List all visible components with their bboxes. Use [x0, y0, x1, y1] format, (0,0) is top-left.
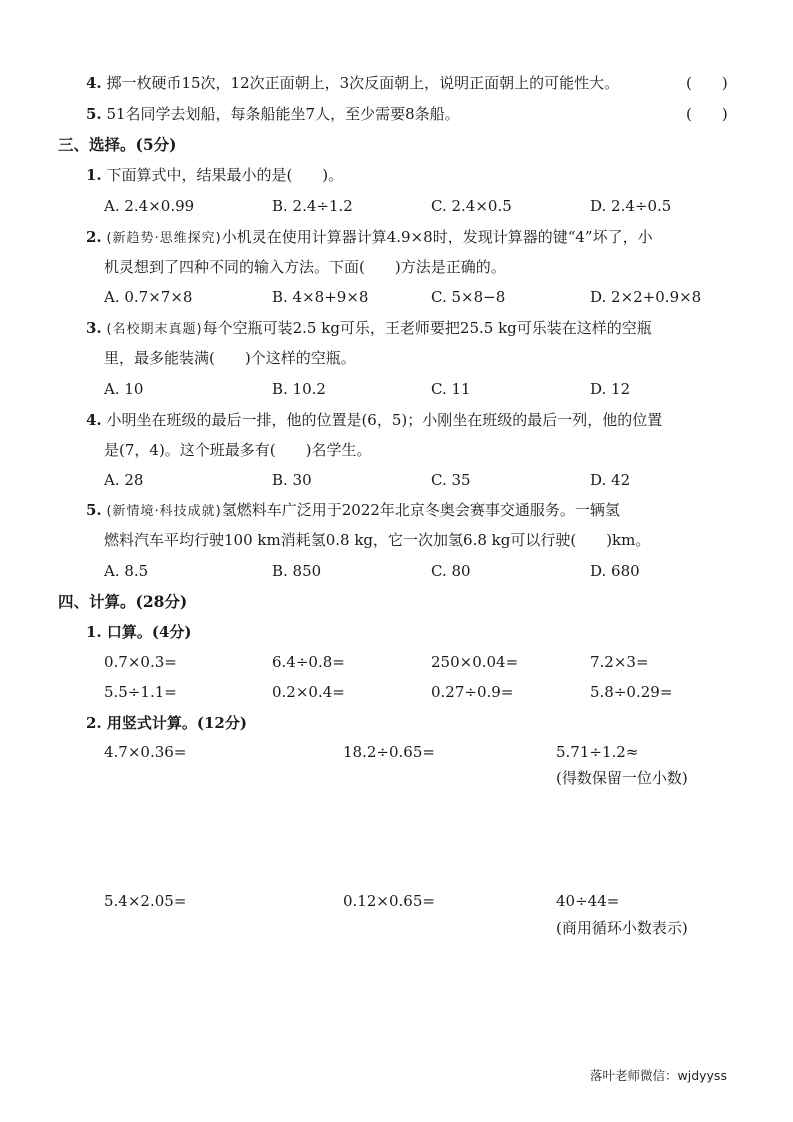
question-text: 51名同学去划船，每条船能坐7人，至少需要8条船。	[106, 105, 460, 123]
vertical-item: 5.71÷1.2≈	[556, 743, 639, 761]
question-text-cont: 机灵想到了四种不同的输入方法。下面( )方法是正确的。	[104, 258, 506, 276]
question-number: 4.	[86, 411, 102, 429]
oral-item: 7.2×3=	[590, 653, 649, 671]
option-c: C. 35	[431, 471, 471, 489]
choice-q1	[86, 165, 343, 185]
option-d: D. 680	[590, 562, 640, 580]
footer-contact: 落叶老师微信：wjdyyss	[590, 1068, 727, 1083]
question-tag: (名校期末真题)	[106, 322, 203, 337]
question-text: 掷一枚硬币15次，12次正面朝上，3次反面朝上，说明正面朝上的可能性大。	[106, 74, 620, 92]
question-text-cont: 里，最多能装满( )个这样的空瓶。	[104, 349, 356, 367]
question-text: 小明坐在班级的最后一排，他的位置是(6，5)；小刚坐在班级的最后一列，他的位置	[106, 411, 663, 429]
option-a: A. 10	[104, 380, 144, 398]
section-title: 三、选择。(5分)	[58, 135, 177, 154]
question-number: 5.	[86, 105, 102, 123]
question-tag: (新情境·科技成就)	[106, 504, 222, 519]
option-b: B. 30	[272, 471, 312, 489]
vertical-item: 4.7×0.36=	[104, 743, 187, 761]
option-b: B. 2.4÷1.2	[272, 197, 353, 215]
choice-q2	[86, 227, 653, 249]
option-d: D. 12	[590, 380, 631, 398]
judge-q4	[86, 73, 619, 93]
question-text: 每个空瓶可装2.5 kg可乐，王老师要把25.5 kg可乐装在这样的空瓶	[202, 319, 652, 337]
option-a: A. 0.7×7×8	[104, 288, 193, 306]
oral-item: 5.8÷0.29=	[590, 683, 673, 701]
option-c: C. 5×8−8	[431, 288, 506, 306]
question-number: 1.	[86, 166, 102, 184]
option-c: C. 80	[431, 562, 471, 580]
oral-item: 0.27÷0.9=	[431, 683, 514, 701]
vertical-calc-label: 2. 用竖式计算。(12分)	[86, 714, 247, 732]
choice-q4	[86, 410, 662, 430]
option-b: B. 4×8+9×8	[272, 288, 369, 306]
oral-item: 0.2×0.4=	[272, 683, 345, 701]
question-number: 4.	[86, 74, 102, 92]
option-d: D. 2×2+0.9×8	[590, 288, 702, 306]
oral-item: 250×0.04=	[431, 653, 519, 671]
vertical-item: 40÷44=	[556, 892, 620, 910]
vertical-note: (得数保留一位小数)	[556, 769, 688, 787]
question-text: 小机灵在使用计算器计算4.9×8时，发现计算器的键“4”坏了，小	[221, 228, 653, 246]
choice-q5	[86, 500, 620, 522]
vertical-item: 18.2÷0.65=	[343, 743, 435, 761]
question-text: 氢燃料车广泛用于2022年北京冬奥会赛事交通服务。一辆氢	[221, 501, 620, 519]
oral-calc-label: 1. 口算。(4分)	[86, 623, 192, 641]
oral-item: 5.5÷1.1=	[104, 683, 177, 701]
oral-item: 6.4÷0.8=	[272, 653, 345, 671]
vertical-item: 0.12×0.65=	[343, 892, 435, 910]
question-number: 5.	[86, 501, 102, 519]
vertical-note: (商用循环小数表示)	[556, 919, 688, 937]
answer-paren: ( )	[686, 105, 728, 123]
question-text: 下面算式中，结果最小的是( )。	[106, 166, 344, 184]
question-tag: (新趋势·思维探究)	[106, 231, 222, 246]
oral-item: 0.7×0.3=	[104, 653, 177, 671]
section-title: 四、计算。(28分)	[58, 592, 188, 611]
option-a: A. 28	[104, 471, 144, 489]
question-number: 2.	[86, 228, 102, 246]
option-a: A. 2.4×0.99	[104, 197, 195, 215]
question-number: 3.	[86, 319, 102, 337]
option-d: D. 42	[590, 471, 631, 489]
question-text-cont: 是(7，4)。这个班最多有( )名学生。	[104, 441, 372, 459]
question-text-cont: 燃料汽车平均行驶100 km消耗氢0.8 kg，它一次加氢6.8 kg可以行驶( )km。	[104, 531, 651, 549]
vertical-item: 5.4×2.05=	[104, 892, 187, 910]
choice-q3	[86, 318, 652, 340]
option-d: D. 2.4÷0.5	[590, 197, 672, 215]
option-c: C. 11	[431, 380, 471, 398]
judge-q5	[86, 104, 460, 124]
option-c: C. 2.4×0.5	[431, 197, 512, 215]
answer-paren: ( )	[686, 74, 728, 92]
option-b: B. 10.2	[272, 380, 326, 398]
option-b: B. 850	[272, 562, 322, 580]
option-a: A. 8.5	[104, 562, 149, 580]
